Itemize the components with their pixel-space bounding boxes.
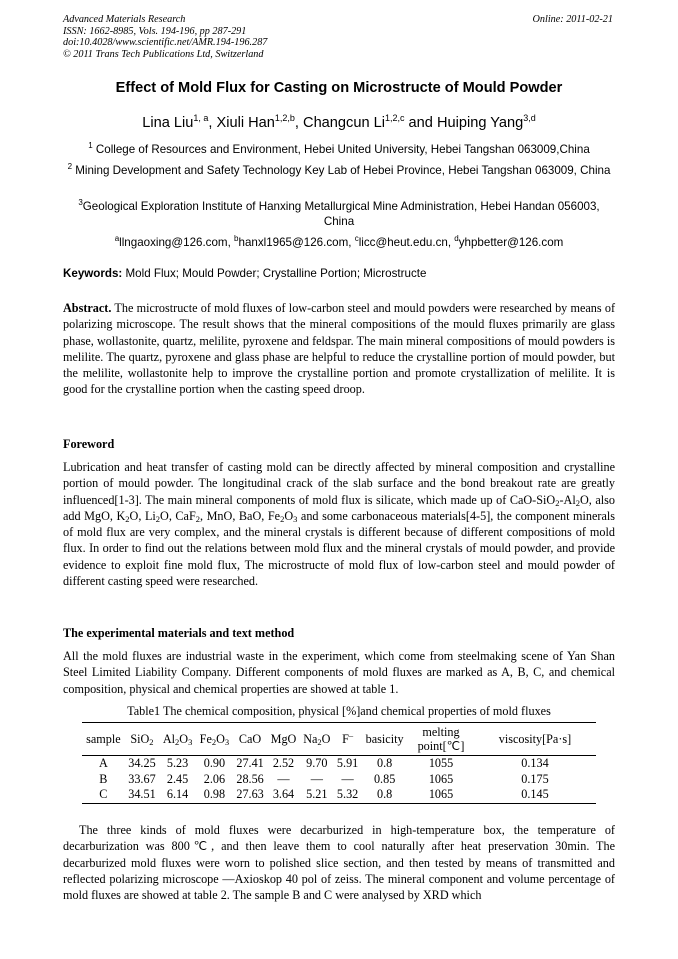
keywords (63, 267, 426, 280)
email-sup: a (114, 234, 120, 243)
email-sup: c (354, 234, 359, 243)
methods-paragraph-1: All the mold fluxes are industrial waste in the experiment, which come from steelmaking scene of Yan Shan Steel Limited Liability Company. Different components of mold fluxes are marked as A, B, C, and chemical composition, physical and chemical properties are showed at table 1. (63, 649, 615, 696)
subscript: 3 (293, 513, 298, 524)
affiliation-number: 2 (67, 162, 73, 171)
table-row (82, 772, 596, 788)
email-sup: d (454, 234, 459, 243)
keywords-text: Mold Flux; Mould Powder; Crystalline Portion; Microstructe (125, 267, 427, 280)
issn-line: ISSN: 1662-8985, Vols. 194-196, pp 287-291 (63, 25, 247, 37)
table-cell: — (277, 771, 290, 786)
author-sep: , (294, 115, 304, 131)
email-address[interactable]: llngaoxing@126.com (119, 236, 228, 249)
table-cell: 0.8 (377, 756, 393, 770)
author-affil: 3,d (523, 113, 536, 123)
table-cell: 0.90 (203, 756, 226, 770)
email-address[interactable]: yhpbetter@126.com (458, 236, 564, 249)
table-cell: 0.175 (521, 771, 549, 786)
email-list: $^a$llngaoxing@126.com, $^b$hanxl1965@126.com, $^c$licc@heut.edu.cn, $^d$yhpbetter@126.com (114, 234, 564, 249)
abstract-label: Abstract. (63, 301, 112, 315)
col-al2o3 (159, 723, 196, 756)
table-cell: 28.56 (236, 771, 264, 786)
table-cell: 2.45 (166, 771, 189, 786)
subscript: 2 (317, 737, 322, 747)
abstract (63, 300, 615, 398)
table-body (82, 756, 596, 804)
header-text: Na (303, 732, 318, 746)
text-run: O, also add MgO, K (63, 492, 615, 523)
table-row (82, 787, 596, 803)
table-caption: Table1 The chemical composition, physical [%]and chemical properties of mold fluxes (127, 704, 551, 718)
table-cell: 34.25 (128, 756, 156, 770)
col-na2o (300, 723, 334, 756)
table-cell: 1065 (428, 771, 454, 786)
text-run: O, CaF (160, 508, 196, 523)
subscript: 3 (188, 737, 193, 747)
email-address[interactable]: licc@heut.edu.cn (358, 236, 448, 249)
table-cell: 2.52 (272, 756, 295, 770)
col-viscosity: viscosity[Pa·s] (498, 732, 572, 746)
table-cell: 0.134 (521, 756, 549, 770)
table-cell: 1055 (428, 756, 454, 770)
header-text: O (179, 732, 189, 746)
doi-line: doi:10.4028/www.scientific.net/AMR.194-196.287 (63, 37, 268, 49)
affiliation-3 (72, 195, 606, 229)
email-address[interactable]: hanxl1965@126.com (238, 236, 349, 249)
affiliation-2 (60, 159, 618, 178)
subscript: 2 (195, 513, 200, 524)
author-affil: 1, a (193, 113, 209, 123)
affiliation-text: Geological Exploration Institute of Hanxing Metallurgical Mine Administration, Hebei Handan 056003, China (82, 200, 600, 228)
author-name: Xiuli Han (216, 115, 275, 131)
table-cell: 34.51 (128, 787, 156, 801)
abstract-text: The microstructe of mold fluxes of low-carbon steel and mould powders were researched by means of polarizing microscope. The result shows that the mineral compositions of the mould fluxes primarily are glass phase, wollastonite, quartz, melilite, pyroxene and feldspar. The main mineral compositions of mould powders is melilite. The quartz, pyroxene and glass phase are helpful to reduce the crystalline portion of mould powder, but the melilite, wollastonite help to improve the crystalline portion and promote crystallization of melilite. It is good for the crystalline portion when the casting speed droop. (63, 301, 616, 397)
col-fe2o3 (196, 723, 233, 756)
text-run: , MnO, BaO, Fe (200, 508, 281, 523)
header-text: O (321, 732, 331, 746)
subscript: 2 (125, 513, 130, 524)
subscript: 2 (575, 497, 580, 508)
text-run: O (284, 508, 294, 523)
online-date: Online: 2011-02-21 (532, 14, 613, 25)
text-run: and some carbonaceous materials[4-5], the component minerals of mold flux are very complex, and the mineral crystals is different because of different compositions of mold flux. In order to find out the relations between mold flux and the mineral crystals of mould powder, and provide evidence to exploit fine mold flux, The microstructe of mold flux of low-carbon steel and mould powder of different casting speed were researched. (63, 508, 615, 589)
journal-name: Advanced Materials Research (63, 14, 186, 25)
foreword-paragraph (63, 459, 615, 589)
section-heading-foreword: Foreword (63, 437, 115, 451)
author-list (40, 113, 638, 131)
methods-paragraph-2: The three kinds of mold fluxes were decarburized in high-temperature box, the temperature of decarburization was 800℃, and then leave them to cool naturally after heat preservation 30min. The decarburized mold fluxes were worn to polished slice section, and then tested by means of transmitted and reflected polarizing microscope —Axioskop 40 pol of zeiss. The mineral component and volume percentage of mold fluxes are showed at table 2. The sample B and C were analysed by XRD which (63, 823, 615, 903)
col-cao: CaO (238, 732, 262, 746)
header-text: O (216, 732, 225, 746)
table-cell: B (99, 771, 108, 786)
table-cell: A (98, 756, 108, 770)
table-cell: 27.63 (236, 787, 264, 801)
composition-table (82, 722, 596, 804)
table-cell: — (310, 771, 323, 786)
subscript: 3 (224, 737, 230, 747)
subscript: 2 (175, 737, 180, 747)
header-text: SiO (130, 732, 150, 746)
table-header-row (82, 723, 596, 756)
subscript: 2 (211, 737, 217, 747)
table-row (82, 756, 596, 772)
text-run: O, Li (129, 508, 156, 523)
table-cell: 5.23 (166, 756, 189, 770)
table-cell: 6.14 (166, 787, 189, 801)
superscript: – (348, 730, 354, 740)
keywords-label: Keywords: (63, 267, 123, 280)
paper-title: Effect of Mold Flux for Casting on Microstructe of Mould Powder (115, 80, 563, 96)
author-name: Changcun Li (303, 115, 385, 131)
subscript: 2 (155, 513, 161, 524)
text-run: -Al (559, 492, 576, 507)
table-cell: 5.32 (336, 787, 359, 801)
table-cell: C (99, 787, 108, 801)
table-cell: 1065 (428, 787, 454, 801)
table-cell: 33.67 (128, 771, 156, 786)
col-basicity: basicity (365, 732, 404, 746)
affiliation-number: 3 (78, 198, 83, 207)
header-text: Al (162, 732, 176, 746)
table-cell: — (341, 771, 354, 786)
copyright-line: © 2011 Trans Tech Publications Ltd, Switzerland (63, 48, 264, 60)
col-melting: melting point[℃] (417, 725, 465, 753)
author-name: Lina Liu (142, 115, 194, 131)
table-cell: 0.8 (377, 787, 393, 801)
col-mgo: MgO (270, 732, 297, 746)
email-sup: b (234, 234, 239, 243)
header-text: F (342, 732, 349, 746)
author-affil: 1,2,b (274, 113, 295, 123)
table-cell: 0.98 (203, 787, 226, 801)
section-heading-methods: The experimental materials and text method (63, 626, 295, 640)
table-cell: 0.145 (521, 787, 549, 801)
col-f (334, 723, 361, 756)
journal-header (63, 14, 267, 60)
affiliation-1 (60, 138, 618, 157)
affiliation-text: Mining Development and Safety Technology Key Lab of Hebei Province, Hebei Tangshan 063009, China (75, 164, 611, 177)
subscript: 2 (280, 513, 285, 524)
table-cell: 2.06 (203, 771, 226, 786)
subscript: 2 (555, 497, 560, 508)
text-run: Lubrication and heat transfer of casting mold can be directly affected by mineral composition and crystalline portion of mould powder. The longitudinal crack of the slab surface and the bond breakout rate are greatly influenced[1-3]. The main mineral components of mold flux is silicate, which made up of CaO-SiO (63, 460, 615, 507)
col-sio2 (125, 723, 159, 756)
author-name: Huiping Yang (436, 115, 524, 131)
author-sep: , (208, 115, 217, 131)
header-text: Fe (199, 732, 212, 746)
author-affil: 1,2,c (384, 113, 405, 123)
affiliation-text: College of Resources and Environment, Hebei United University, Hebei Tangshan 063009,China (95, 143, 590, 156)
author-sep: and (404, 115, 437, 131)
table-cell: 9.70 (306, 756, 328, 770)
affiliation-number: 1 (88, 141, 93, 150)
table-cell: 5.91 (336, 756, 359, 770)
table-cell: 3.64 (272, 787, 295, 801)
table-cell: 0.85 (373, 771, 396, 786)
subscript: 2 (149, 737, 154, 747)
table-cell: 5.21 (306, 787, 328, 801)
col-sample: sample (86, 732, 121, 746)
table-cell: 27.41 (236, 756, 264, 770)
